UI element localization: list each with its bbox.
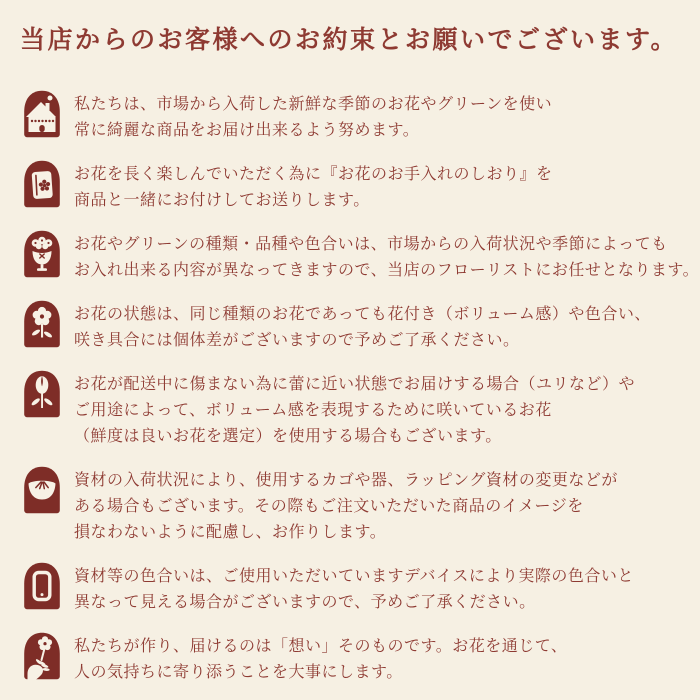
list-item — [22, 370, 700, 449]
item-line: 資材等の色合いは、ご使用いただいていますデバイスにより実際の色合いと — [74, 565, 634, 585]
item-line: お花やグリーンの種類・品種や色合いは、市場からの入荷状況や季節によっても — [74, 233, 668, 253]
item-text — [74, 300, 651, 353]
list-item — [22, 632, 700, 685]
flower-icon — [22, 300, 62, 348]
item-text — [74, 90, 552, 143]
page-title: 当店からのお客様へのお約束とお願いでございます。 — [20, 25, 679, 54]
house-icon — [22, 90, 62, 138]
item-text — [74, 230, 699, 283]
item-line: 常に綺麗な商品をお届け出来るよう努めます。 — [74, 119, 420, 139]
item-line: 商品と一緒にお付けしてお送りします。 — [74, 189, 370, 209]
list-item — [22, 466, 700, 545]
item-line: 私たちは、市場から入荷した新鮮な季節のお花やグリーンを使い — [74, 93, 553, 113]
item-line: 咲き具合には個体差がございますので予めご了承ください。 — [74, 329, 520, 349]
list-item — [22, 562, 700, 615]
item-line: 資材の入荷状況により、使用するカゴや器、ラッピング資材の変更などが — [74, 469, 618, 489]
item-text — [74, 562, 634, 615]
item-text — [74, 370, 635, 449]
item-line: お花が配送中に傷まない為に蕾に近い状態でお届けする場合（ユリなど）や — [74, 373, 636, 393]
item-line: ある場合もございます。その際もご注文いただいた商品のイメージを — [74, 495, 584, 515]
item-line: お花を長く楽しんでいただく為に『お花のお手入れのしおり』を — [74, 163, 553, 183]
item-line: （鮮度は良いお花を選定）を使用する場合もございます。 — [74, 425, 502, 445]
item-text — [74, 466, 618, 545]
item-line: 人の気持ちに寄り添うことを大事にします。 — [74, 661, 403, 681]
list-item — [22, 90, 700, 143]
hand-flower-icon — [22, 632, 62, 680]
item-text — [74, 160, 553, 213]
promise-list — [0, 90, 700, 685]
basket-icon — [22, 466, 62, 514]
list-item — [22, 300, 700, 353]
device-icon — [22, 562, 62, 610]
item-line: ご用途によって、ボリューム感を表現するために咲いているお花 — [74, 399, 552, 419]
item-line: お入れ出来る内容が異なってきますので、当店のフローリストにお任せとなります。 — [74, 259, 700, 279]
list-item — [22, 160, 700, 213]
list-item — [22, 230, 700, 283]
item-line: お花の状態は、同じ種類のお花であっても花付き（ボリューム感）や色合い、 — [74, 303, 651, 323]
bouquet-icon — [22, 230, 62, 278]
item-line: 異なって見える場合がございますので、予めご了承ください。 — [74, 591, 536, 611]
item-line: 損なわないように配慮し、お作りします。 — [74, 521, 387, 541]
item-text — [74, 632, 567, 685]
item-line: 私たちが作り、届けるのは「想い」そのものです。お花を通じて、 — [74, 635, 568, 655]
care-leaflet-icon — [22, 160, 62, 208]
tulip-icon — [22, 370, 62, 418]
